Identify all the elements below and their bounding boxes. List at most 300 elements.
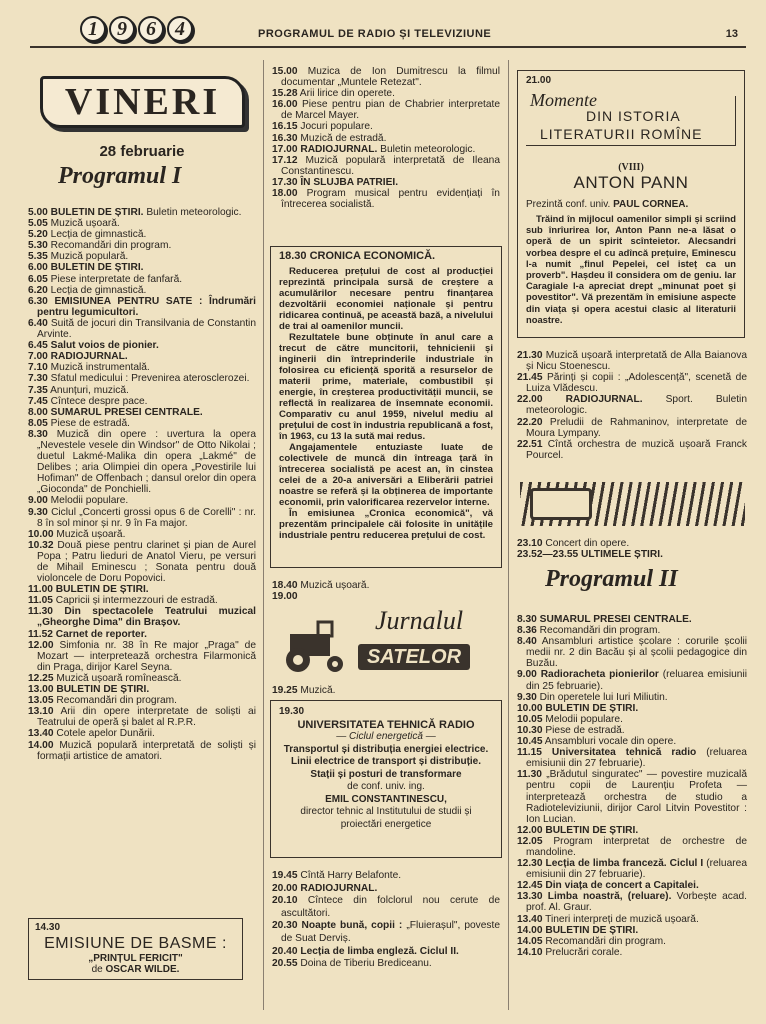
entry-text: Capricii și intermezzouri de estradă. xyxy=(55,595,218,607)
entry-time: 13.40 xyxy=(517,913,543,925)
entry-title: RADIOJURNAL. xyxy=(50,351,128,363)
entry-time: 7.30 xyxy=(28,373,48,385)
entry-time: 10.45 xyxy=(517,736,543,748)
entry-time: 9.30 xyxy=(517,691,537,703)
entry-text: Cîntece din folclorul nou cerute de ascultători. xyxy=(281,895,500,919)
program-entry xyxy=(517,636,747,669)
entry-text: Muzică ușoară. xyxy=(56,528,126,540)
year-digit: 6 xyxy=(138,16,164,42)
program-entry xyxy=(517,625,747,636)
entry-title: Din viața de concert a Capitalei. xyxy=(545,880,699,892)
momente-text: Trăind în mijlocul oamenilor simpli și scriind sub înrîurirea lor, Anton Pann ne-a lăsat o operă de un spirit scînteietor. Alecsandri vorbea despre el cu adîncă prețuire, Eminescu l-a numit „finul Pepelei, cel isteț ca un proverb". Hașdeu îl considera om de geniu. Iar Caragiale l-a apreciat drept „minunat poet și povestitor". Vă prezentăm în emisiune aspecte din viața și opera acestui clasic al literaturii noastre. xyxy=(526,213,736,325)
program-entry xyxy=(28,251,256,262)
basme-subtitle: „PRINȚUL FERICIT" xyxy=(88,953,183,964)
entry-text: Lecția de gimnastică. xyxy=(50,284,147,296)
entry-time: 8.00 xyxy=(28,406,48,418)
entry-time: 12.25 xyxy=(28,672,54,684)
entry-text: Cîntece despre pace. xyxy=(50,395,148,407)
entry-time: 22.20 xyxy=(517,416,543,428)
entry-title: BULETIN DE ȘTIRI. xyxy=(545,924,639,936)
entry-time: 5.35 xyxy=(28,251,48,263)
program-entry xyxy=(272,895,500,920)
program-entry xyxy=(272,121,500,132)
program-entry xyxy=(28,218,256,229)
entry-text: Ansambluri vocale din opere. xyxy=(544,736,677,748)
program-entry xyxy=(272,883,500,896)
entry-time: 14.10 xyxy=(517,946,543,958)
entry-title: RADIOJURNAL. xyxy=(300,143,378,155)
program-entry xyxy=(517,825,747,836)
entry-time: 8.40 xyxy=(517,636,537,648)
entry-text: Muzică din opere : uvertura la opera „Nevestele vesele din Windsor" de Otto Nikolai ; duetul Lakmé-Malika din opera „Lakmé" de Delibes ; aria Olimpiei din opera „Povestirile lui Hofiman" de Offenbach ; dansul orelor din opera „Gioconda" de Ponchielli. xyxy=(37,428,256,496)
entry-time: 6.40 xyxy=(28,317,48,329)
basme-time: 14.30 xyxy=(35,922,61,933)
entry-time: 13.10 xyxy=(28,706,54,718)
entry-title: Universitatea tehnică radio xyxy=(551,747,697,759)
cronica-paragraph: Angajamentele entuziaste luate de colectivele de muncă din întreaga țară în întrecerea socialistă pe acest an, în cinstea celei de a 20-a aniversări a Eliberării patriei noastre se referă și la obținerea de importante economii, prin valorificarea rezervelor interne. xyxy=(279,442,493,508)
entry-time: 10.30 xyxy=(517,724,543,736)
entry-text: Tineri interpreți de muzică ușoară. xyxy=(545,913,699,925)
program-entry xyxy=(517,439,747,461)
program-entry xyxy=(272,920,500,945)
entry-text: Două piese pentru clarinet și pian de Aurel Popa ; Patru lieduri de Anatol Vieru, pe versuri de Mihail Eminescu ; Sonata pentru două violoncele de Doru Popovici. xyxy=(37,539,256,585)
entry-text: Concert din opere. xyxy=(545,538,630,549)
evening-list xyxy=(272,685,500,696)
year-digit: 9 xyxy=(109,16,135,42)
entry-time: 12.30 xyxy=(517,858,543,870)
entry-title: Lecția de limba franceză. Ciclul I xyxy=(545,858,704,870)
entry-text: Simfonia nr. 38 în Re major „Praga" de Mozart — interpretează orchestra Filarmonică din Praga, dirijor Karel Seyna. xyxy=(37,639,256,673)
entry-title: RADIOJURNAL. xyxy=(300,882,378,894)
program-entry xyxy=(28,418,256,429)
entry-time: 11.15 xyxy=(517,747,542,759)
entry-title: SUMARUL PRESEI CENTRALE. xyxy=(539,614,692,625)
program-entry xyxy=(517,538,747,549)
entry-text: Anunțuri, muzică. xyxy=(50,384,129,396)
entry-title: BULETIN DE ȘTIRI. xyxy=(50,262,144,274)
program-entry xyxy=(28,429,256,496)
entry-title: BULETIN DE ȘTIRI. xyxy=(545,702,639,714)
program-entry xyxy=(272,946,500,959)
program-entry xyxy=(28,507,256,529)
entry-time: 17.12 xyxy=(272,154,298,166)
entry-title: Noapte bună, copii : xyxy=(301,920,403,932)
entry-text: Muzică de estradă. xyxy=(300,132,387,144)
cronica-box xyxy=(270,246,502,568)
entry-text: Melodii populare. xyxy=(50,495,129,507)
program-entry xyxy=(272,133,500,144)
univ-by: de conf. univ. ing. xyxy=(347,781,425,792)
program-entry xyxy=(517,725,747,736)
program-entry xyxy=(28,684,256,695)
entry-text: Prelucrări corale. xyxy=(545,946,623,958)
momente-box xyxy=(517,70,745,338)
page-number: 13 xyxy=(725,28,738,40)
entry-time: 13.30 xyxy=(517,891,543,903)
program-1-list-afternoon xyxy=(272,66,500,210)
program-entry xyxy=(517,736,747,747)
entry-text: Doina de Tiberiu Brediceanu. xyxy=(300,958,432,970)
entry-time: 11.30 xyxy=(28,606,53,618)
basme-author: OSCAR WILDE. xyxy=(105,964,180,975)
program-entry xyxy=(517,891,747,913)
univ-title: UNIVERSITATEA TEHNICĂ RADIO xyxy=(297,718,475,731)
program-entry xyxy=(272,870,500,883)
program-entry xyxy=(517,858,747,880)
entry-time: 8.30 xyxy=(28,428,48,440)
entry-text: (reluarea emisiunii din 25 februarie). xyxy=(526,669,747,692)
program-entry xyxy=(28,396,256,407)
cronica-paragraph: Rezultatele bune obținute în anul care a trecut de către muncitorii, tehnicienii și inginerii din întreprinderile industriale în folosirea cu eficiență sporită a resurselor de materii prime, materiale, combustibil și energie, în creșterea productivității muncii, se reflectă în realizarea de însemnate economii. Comparativ cu anul 1959, nivelul mediu al prețului de cost în industria republicană a fost, în 1963, cu 13 la sută mai redus. xyxy=(279,332,493,442)
entry-time: 23.10 xyxy=(517,538,543,549)
entry-time: 14.05 xyxy=(517,935,543,947)
program-entry xyxy=(28,362,256,373)
entry-text: Muzică populară interpretată de soliști și formații artistice de amatori. xyxy=(37,739,256,762)
entry-time: 13.05 xyxy=(28,695,54,707)
entry-time: 20.00 xyxy=(272,882,298,894)
program-entry xyxy=(28,728,256,739)
radio-icon xyxy=(530,488,592,520)
entry-text: Ciclul „Concerti grossi opus 6 de Corelli" : nr. 8 în sol minor și nr. 9 în Fa major. xyxy=(37,506,256,529)
entry-time: 9.30 xyxy=(28,506,48,518)
entry-text: Suită de jocuri din Transilvania de Constantin Arvinte. xyxy=(37,317,256,341)
entry-time: 19.25 xyxy=(272,685,298,696)
cronica-paragraph: Reducerea prețului de cost al producției reprezintă principala sursă de creștere a acumulărilor necesare pentru finanțarea dezvoltării economiei naționale și pentru ridicarea continuă, pe această bază, a nivelului de trai al oamenilor muncii. xyxy=(279,266,493,332)
entry-text: Buletin meteorologic. xyxy=(146,207,242,218)
entry-time: 8.36 xyxy=(517,625,537,637)
entry-time: 19.45 xyxy=(272,870,298,881)
program-entry xyxy=(517,703,747,714)
program-entry xyxy=(517,350,747,372)
entry-time: 22.00 xyxy=(517,394,543,406)
entry-time: 11.52 xyxy=(28,628,53,640)
entry-time: 10.00 xyxy=(517,702,543,714)
program-entry xyxy=(28,229,256,240)
year-digit: 4 xyxy=(167,16,193,42)
program-entry xyxy=(517,372,747,394)
entry-time: 13.40 xyxy=(28,728,54,740)
program-entry xyxy=(517,769,747,824)
program-1-list xyxy=(28,207,256,762)
entry-text: Muzică ușoară. xyxy=(50,218,120,230)
momente-presenter-prefix: Prezintă conf. univ. xyxy=(526,199,611,210)
momente-line1: DIN ISTORIA xyxy=(586,108,681,124)
program-entry xyxy=(28,373,256,384)
entry-time: 10.05 xyxy=(517,713,543,725)
program-entry xyxy=(272,188,500,210)
momente-time: 21.00 xyxy=(526,75,552,86)
entry-text: Piese pentru pian de Chabrier interpretate de Marcel Mayer. xyxy=(281,99,500,122)
entry-text: Sport. Buletin meteorologic. xyxy=(526,394,747,417)
entry-time: 20.55 xyxy=(272,958,298,970)
entry-time: 23.52—23.55 xyxy=(517,549,579,561)
entry-text: Muzică ușoară romînească. xyxy=(56,672,182,684)
program-entry xyxy=(28,318,256,340)
entry-time: 20.30 xyxy=(272,920,298,932)
program-entry xyxy=(28,629,256,640)
entry-text: Recomandări din program. xyxy=(56,695,177,707)
program-entry xyxy=(28,529,256,540)
program-entry xyxy=(28,540,256,584)
program-entry xyxy=(517,925,747,936)
entry-title: BULETIN DE ȘTIRI. xyxy=(56,684,150,696)
entry-time: 21.30 xyxy=(517,350,543,361)
momente-logo xyxy=(526,90,736,146)
program-entry xyxy=(517,692,747,703)
program-entry xyxy=(28,240,256,251)
jurnal-title-block: SATELOR xyxy=(358,644,470,670)
universitatea-box xyxy=(270,700,502,858)
entry-text: Muzică ușoară interpretată de Alla Baianova și Nicu Stoenescu. xyxy=(526,350,747,373)
entry-time: 5.00 xyxy=(28,207,48,218)
evening-list xyxy=(272,580,500,602)
entry-text: Ansambluri artistice școlare : corurile școlii medii nr. 2 din Bacău și al școlii pedagogice din Buzău. xyxy=(526,636,747,670)
program-entry xyxy=(517,614,747,625)
entry-text: Muzică populară. xyxy=(50,251,129,263)
entry-time: 11.30 xyxy=(517,769,542,781)
entry-time: 11.00 xyxy=(28,584,53,596)
entry-title: Din spectacolele Teatrului muzical „Gheorghe Dima" din Brașov. xyxy=(37,606,256,629)
entry-time: 20.40 xyxy=(272,945,298,957)
entry-time: 5.05 xyxy=(28,218,48,230)
program-entry xyxy=(517,836,747,858)
entry-text: Recomandări din program. xyxy=(539,625,661,637)
date: 28 februarie xyxy=(99,143,185,160)
page-header xyxy=(30,14,746,48)
momente-name: ANTON PANN xyxy=(573,173,689,192)
entry-time: 17.00 xyxy=(272,143,298,155)
year-logo xyxy=(80,16,193,42)
program-entry xyxy=(28,695,256,706)
program-entry xyxy=(28,407,256,418)
entry-time: 12.05 xyxy=(517,835,543,847)
entry-time: 6.45 xyxy=(28,340,48,352)
basme-title: EMISIUNE DE BASME : xyxy=(44,935,227,952)
day-title: VINERI xyxy=(40,76,245,128)
program-entry xyxy=(28,584,256,595)
entry-title: Limba noastră, (reluare). xyxy=(547,891,672,903)
program-1-late-list xyxy=(517,538,747,560)
entry-text: Melodii populare. xyxy=(545,713,623,725)
entry-time: 18.40 xyxy=(272,580,298,591)
program-entry xyxy=(28,385,256,396)
program-entry xyxy=(517,549,747,560)
entry-time: 13.00 xyxy=(28,684,54,696)
entry-text: Piese interpretate de fanfară. xyxy=(50,273,183,285)
radio-illustration xyxy=(520,482,745,526)
entry-title: ÎN SLUJBA PATRIEI. xyxy=(300,176,399,188)
entry-text: „Fluierașul", poveste de Suat Derviș. xyxy=(281,920,500,944)
program-entry xyxy=(28,640,256,673)
entry-time: 11.05 xyxy=(28,595,53,607)
program-entry xyxy=(517,936,747,947)
program-entry xyxy=(272,88,500,99)
entry-text: Muzică ușoară. xyxy=(300,580,370,591)
program-entry xyxy=(272,958,500,971)
basme-author-prefix: de xyxy=(91,964,103,975)
entry-title: BULETIN DE ȘTIRI. xyxy=(545,824,639,836)
entry-title: EMISIUNEA PENTRU SATE : Îndrumări pentru legumicultori. xyxy=(37,295,256,318)
entry-time: 15.28 xyxy=(272,88,298,100)
program-entry xyxy=(28,285,256,296)
evening-list xyxy=(272,870,500,971)
entry-text: Muzică populară interpretată de Ileana Constantinescu. xyxy=(281,154,500,177)
entry-title: SUMARUL PRESEI CENTRALE. xyxy=(50,406,203,418)
entry-title: Radioracheta pionierilor xyxy=(540,669,659,681)
column-divider xyxy=(508,60,509,1010)
program-entry xyxy=(28,706,256,728)
entry-text: Sfatul medicului : Prevenirea aterosclerozei. xyxy=(50,373,250,385)
entry-time: 15.00 xyxy=(272,66,298,77)
program-entry xyxy=(28,351,256,362)
program-entry xyxy=(28,296,256,318)
entry-time: 12.45 xyxy=(517,880,543,892)
program-entry xyxy=(28,673,256,684)
program-entry xyxy=(272,591,500,602)
entry-time: 7.10 xyxy=(28,362,48,374)
year-digit: 1 xyxy=(80,16,106,42)
momente-presenter: PAUL CORNEA. xyxy=(613,199,689,210)
entry-text: Cîntă orchestra de muzică ușoară Franck Pourcel. xyxy=(526,438,747,461)
entry-text: Program musical pentru evidențiați în întrecerea socialistă. xyxy=(281,188,500,211)
program-entry xyxy=(517,747,747,769)
cronica-paragraph: În emisiunea „Cronica economică", vă prezentăm principalele căi folosite în unitățile industriale pentru reducerea prețului de cost. xyxy=(279,508,493,541)
program-entry xyxy=(28,340,256,351)
univ-time: 19.30 xyxy=(279,706,305,717)
entry-text: Muzică instrumentală. xyxy=(50,362,150,374)
entry-time: 8.05 xyxy=(28,417,48,429)
publication-title: PROGRAMUL DE RADIO ȘI TELEVIZIUNE xyxy=(258,28,492,40)
entry-text: Muzica de Ion Dumitrescu la filmul documentar „Muntele Retezat". xyxy=(281,66,500,89)
entry-time: 5.30 xyxy=(28,240,48,252)
entry-time: 6.20 xyxy=(28,284,48,296)
tractor-icon xyxy=(280,616,360,676)
program-entry xyxy=(272,144,500,155)
entry-text: Piese de estradă. xyxy=(545,724,625,736)
entry-time: 6.05 xyxy=(28,273,48,285)
momente-script: Momente xyxy=(530,90,597,110)
program-entry xyxy=(517,947,747,958)
program-entry xyxy=(28,595,256,606)
entry-title: BULETIN DE ȘTIRI. xyxy=(55,584,149,596)
program-entry xyxy=(272,177,500,188)
entry-time: 16.30 xyxy=(272,132,298,144)
column-divider xyxy=(263,60,264,1010)
jurnal-title-script: Jurnalul xyxy=(375,606,464,635)
entry-title: ULTIMELE ȘTIRI. xyxy=(581,549,663,561)
program-entry xyxy=(28,606,256,628)
univ-role: director tehnic al Institutului de studii și proiectări energetice xyxy=(300,806,472,830)
entry-time: 12.00 xyxy=(517,824,543,836)
entry-time: 6.30 xyxy=(28,295,48,307)
entry-time: 14.00 xyxy=(517,924,543,936)
entry-text: Din operetele lui Iuri Miliutin. xyxy=(539,691,668,703)
entry-title: BULETIN DE ȘTIRI. xyxy=(50,207,144,218)
program-entry xyxy=(272,66,500,88)
program-entry xyxy=(272,580,500,591)
entry-time: 9.00 xyxy=(517,669,537,681)
entry-title: Salut voios de pionier. xyxy=(50,340,159,352)
program-entry xyxy=(272,685,500,696)
program-entry xyxy=(28,274,256,285)
entry-time: 19.00 xyxy=(272,591,298,603)
entry-time: 21.45 xyxy=(517,372,543,384)
entry-text: Buletin meteorologic. xyxy=(380,143,476,155)
entry-time: 6.00 xyxy=(28,262,48,274)
entry-time: 14.00 xyxy=(28,739,54,751)
entry-time: 17.30 xyxy=(272,176,298,188)
entry-title: RADIOJURNAL. xyxy=(565,394,643,406)
entry-time: 18.00 xyxy=(272,188,298,200)
program-entry xyxy=(517,914,747,925)
program-entry xyxy=(517,880,747,891)
entry-time: 8.30 xyxy=(517,614,537,625)
entry-text: Lecția de gimnastică. xyxy=(50,229,147,241)
program-1-title: Programul I xyxy=(58,163,182,189)
program-entry xyxy=(28,740,256,762)
momente-part: (VIII) xyxy=(618,162,644,173)
entry-time: 16.15 xyxy=(272,121,298,133)
entry-time: 16.00 xyxy=(272,99,298,111)
program-entry xyxy=(517,394,747,416)
program-entry xyxy=(517,669,747,691)
entry-text: Arii lirice din operete. xyxy=(299,88,395,100)
entry-title: Lecția de limba engleză. Ciclul II. xyxy=(300,945,459,957)
entry-text: Piese de estradă. xyxy=(50,417,130,429)
entry-time: 10.32 xyxy=(28,539,54,551)
program-entry xyxy=(28,495,256,506)
entry-text: (reluarea emisiunii din 27 februarie). xyxy=(526,747,747,770)
entry-text: Recomandări din program. xyxy=(545,935,666,947)
momente-line2: LITERATURII ROMÎNE xyxy=(540,126,703,142)
entry-text: Arii din opere interpretate de soliști ai Teatrului de operă și balet al R.P.R. xyxy=(37,706,256,729)
program-entry xyxy=(28,262,256,273)
univ-topic: Transportul și distribuția energiei electrice. Linii electrice de transport și distribuție. Stații și posturi de transformare xyxy=(283,743,489,780)
program-2-title: Programul II xyxy=(545,566,678,592)
entry-text: (reluarea emisiunii din 27 februarie). xyxy=(526,858,747,881)
program-entry xyxy=(272,99,500,121)
entry-text: Preludii de Rahmaninov, interpretate de Moura Lympany. xyxy=(526,416,747,439)
program-1-night-list xyxy=(517,350,747,461)
basme-box xyxy=(28,918,243,980)
entry-text: Recomandări din program. xyxy=(50,240,172,252)
entry-text: Muzică. xyxy=(300,685,336,696)
entry-time: 7.35 xyxy=(28,384,48,396)
entry-text: Cotele apelor Dunării. xyxy=(56,728,155,740)
univ-cycle: — Ciclul energetică — xyxy=(336,731,436,742)
entry-title: Carnet de reporter. xyxy=(55,628,147,640)
entry-time: 7.00 xyxy=(28,351,48,363)
entry-text: Program interpretat de orchestre de mandoline. xyxy=(526,835,747,858)
cronica-title: 18.30 CRONICA ECONOMICĂ. xyxy=(279,250,436,262)
program-2-list xyxy=(517,614,747,958)
entry-time: 10.00 xyxy=(28,528,54,540)
jurnal-satelor-logo xyxy=(280,606,480,678)
univ-author: EMIL CONSTANTINESCU, xyxy=(325,793,447,805)
program-entry xyxy=(272,155,500,177)
entry-time: 12.00 xyxy=(28,639,54,651)
entry-time: 20.10 xyxy=(272,895,298,907)
entry-text: Vorbește acad. prof. Al. Graur. xyxy=(526,891,747,914)
entry-text: „Brădutul singuratec" — povestire muzicală pentru copii de Laurențiu Profeta — interpretează orchestra de studio a Radioteleviziunii, dirijor Carol Litvin Povestitor : Ion Lucian. xyxy=(526,769,747,825)
entry-time: 7.45 xyxy=(28,395,48,407)
entry-text: Cîntă Harry Belafonte. xyxy=(300,870,402,881)
program-entry xyxy=(517,417,747,439)
program-entry xyxy=(28,207,256,218)
entry-time: 22.51 xyxy=(517,438,543,450)
entry-text: Jocuri populare. xyxy=(300,121,373,133)
program-entry xyxy=(517,714,747,725)
